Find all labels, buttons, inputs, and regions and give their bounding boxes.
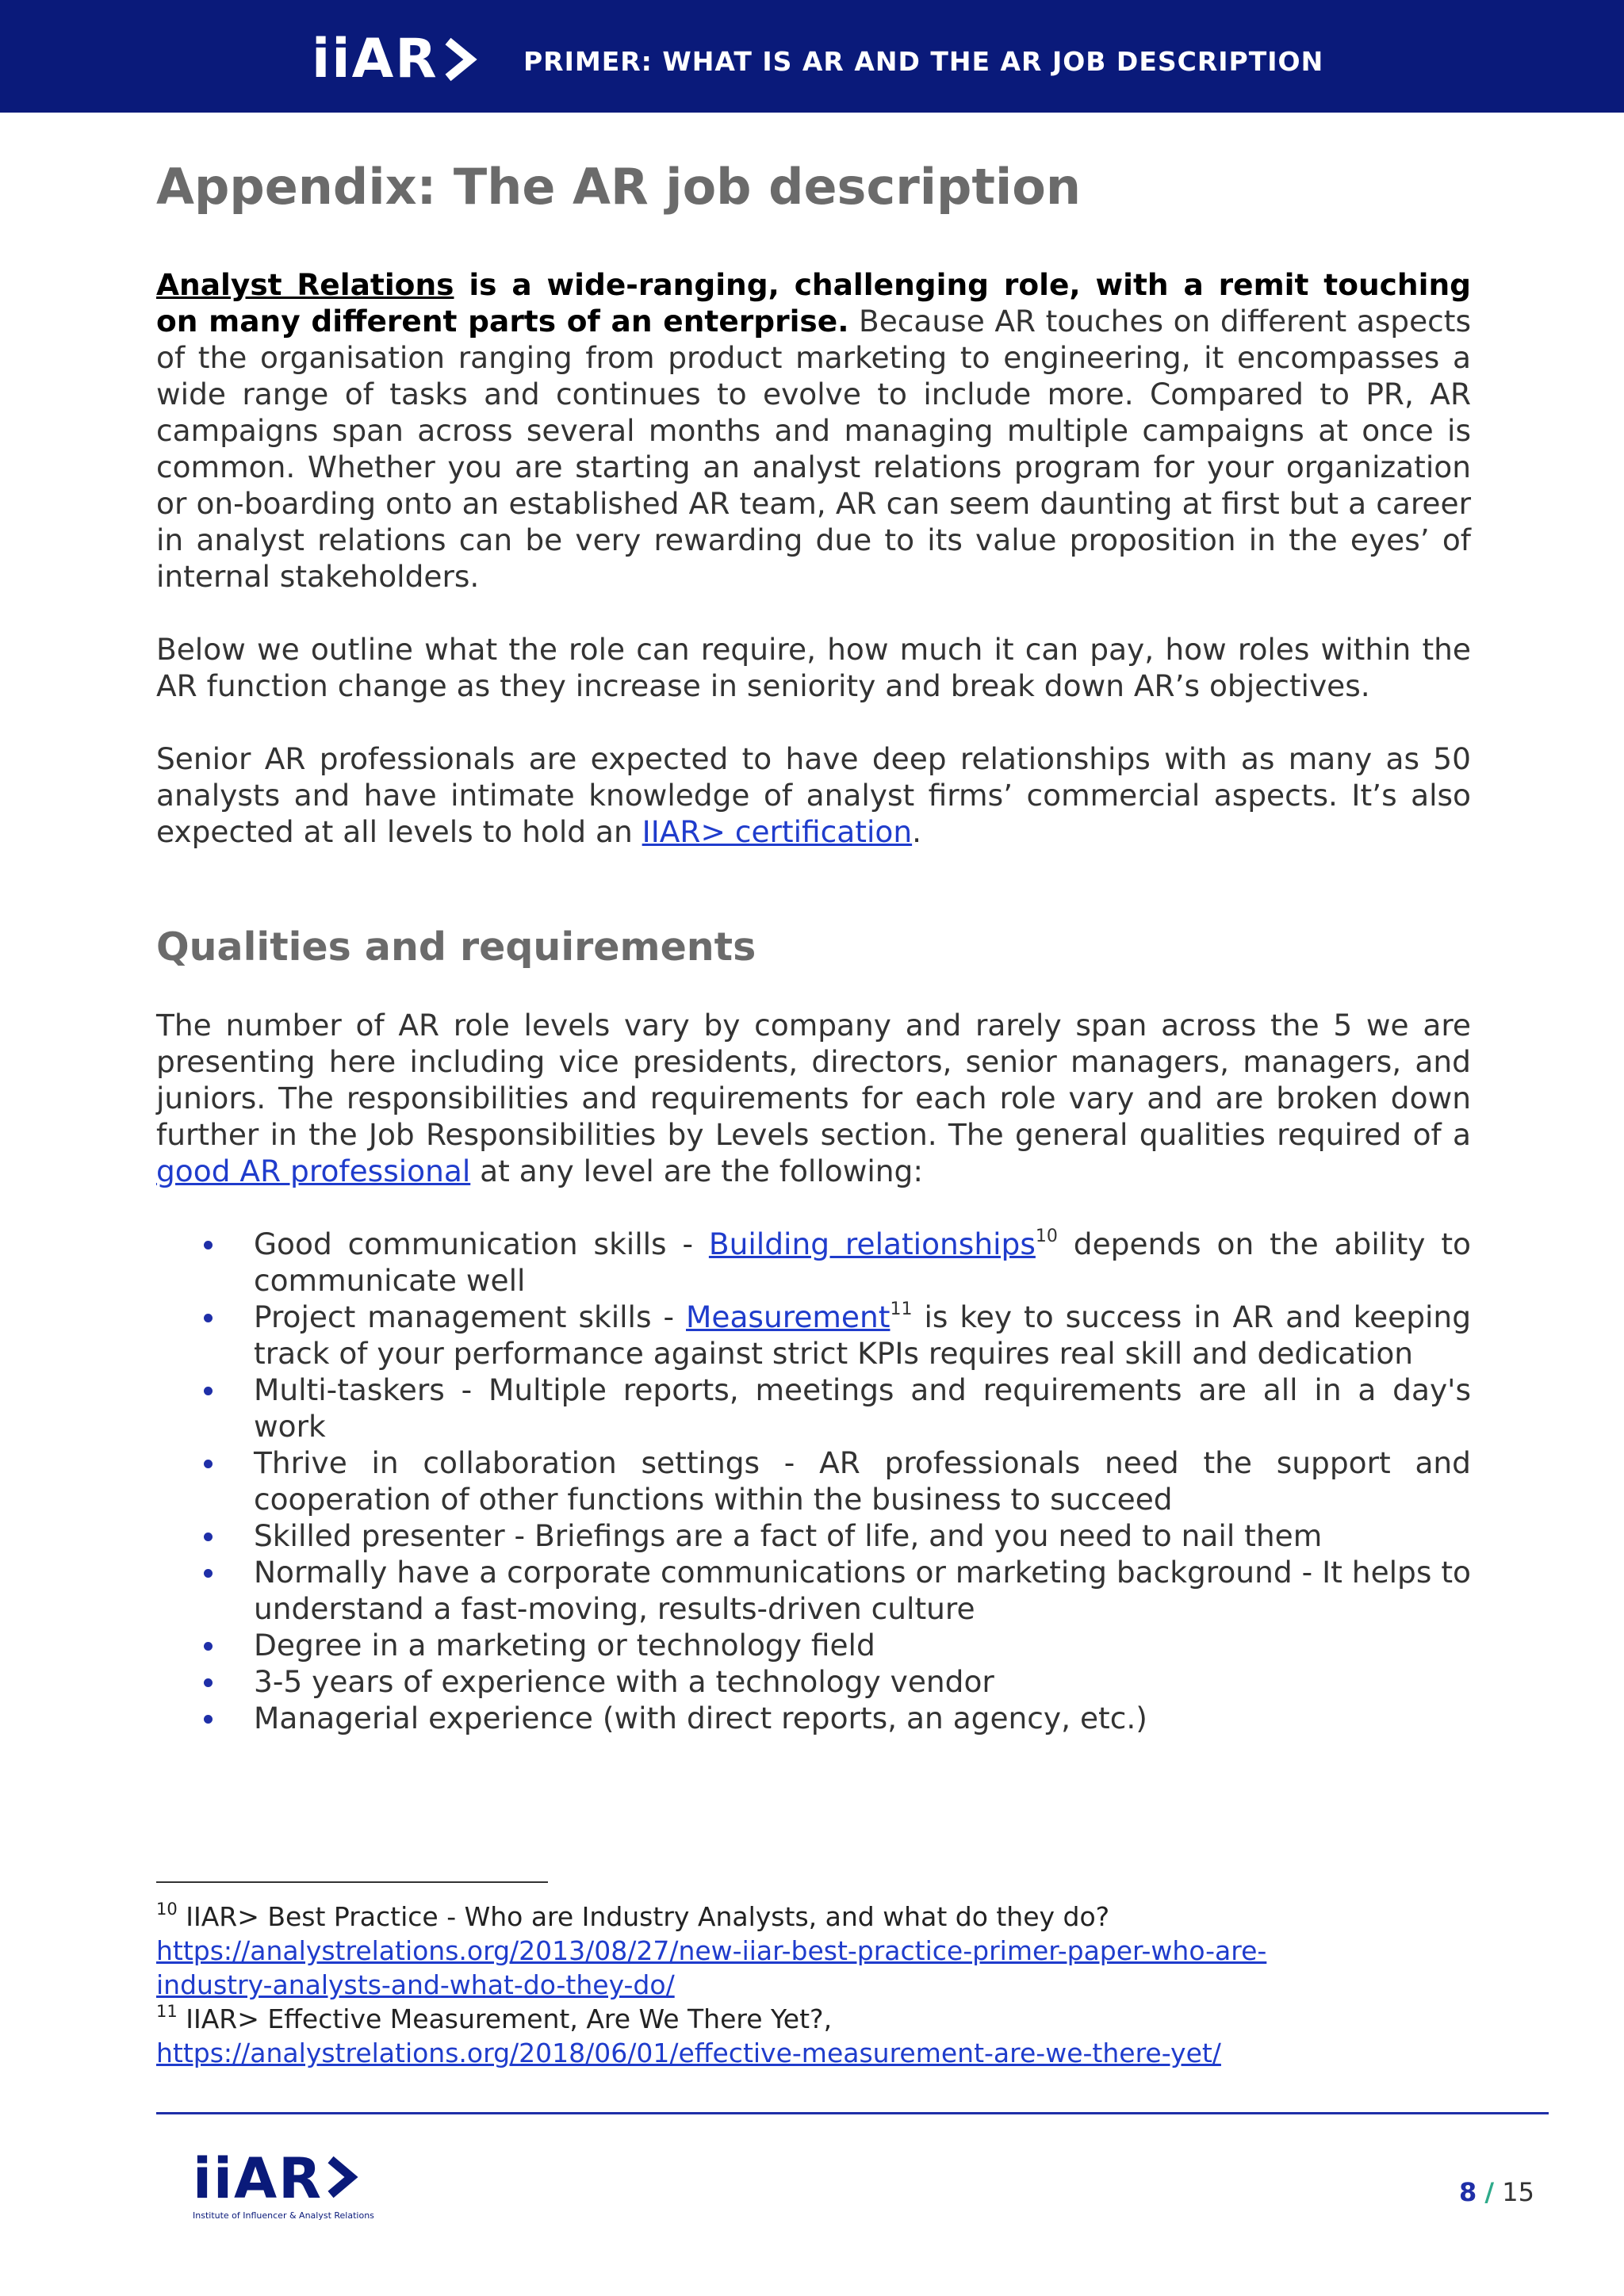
list-item-text: Skilled presenter - Briefings are a fact of life, and you need to nail them: [254, 1518, 1323, 1553]
footer-logo: [193, 2146, 391, 2221]
footnote-10-url-cont: [156, 1968, 1504, 2002]
header-title: PRIMER: WHAT IS AR AND THE AR JOB DESCRIPTION: [523, 46, 1324, 77]
footnote-ref[interactable]: 11: [890, 1299, 913, 1319]
footnote-10: [156, 1900, 1504, 1934]
header-logo-text: iiAR: [312, 28, 439, 90]
list-item-text: Good communication skills -: [254, 1226, 709, 1261]
list-item-text: 3-5 years of experience with a technology vendor: [254, 1664, 994, 1699]
qualities-end: at any level are the following:: [470, 1154, 923, 1188]
footnote-divider: [156, 1881, 548, 1883]
bullet-icon: [204, 1678, 213, 1687]
footnote-text: IIAR> Effective Measurement, Are We There Yet?,: [177, 2003, 833, 2034]
list-item-text: Normally have a corporate communications or marketing background - It helps to understand a fast-moving, results-driven culture: [254, 1555, 1471, 1626]
list-item-text: Multi-taskers - Multiple reports, meetings and requirements are all in a day's work: [254, 1372, 1471, 1444]
header-band: [0, 0, 1624, 113]
footer-logo-text: iiAR: [193, 2146, 324, 2211]
qualities-paragraph: [156, 1007, 1471, 1189]
bullet-icon: [204, 1387, 213, 1395]
qualities-text: The number of AR role levels vary by company and rarely span across the 5 we are presenting here including vice presidents, directors, senior managers, managers, and juniors. The responsibilities and requirements for each role vary and are broken down further in the Job Responsibilities by Levels section. The general qualities required of a: [156, 1008, 1471, 1152]
list-item-text: Degree in a marketing or technology field: [254, 1628, 875, 1663]
footnote-10-url: [156, 1934, 1504, 1968]
list-item: [156, 1554, 1471, 1627]
list-item: [156, 1517, 1471, 1554]
bullet-icon: [204, 1569, 213, 1578]
list-item-text: Project management skills -: [254, 1299, 687, 1334]
list-item-text: depends on the ability to communicate well: [254, 1226, 1472, 1298]
list-item: [156, 1627, 1471, 1663]
intro-lead-underlined: Analyst Relations: [156, 267, 454, 302]
list-item: [156, 1226, 1471, 1299]
list-item-text: Managerial experience (with direct reports, an agency, etc.): [254, 1701, 1147, 1735]
list-item-text: is key to success in AR and keeping track of your performance against strict KPIs requires real skill and dedication: [254, 1299, 1472, 1371]
senior-paragraph: [156, 740, 1471, 850]
bullet-icon: [204, 1460, 213, 1468]
list-item: [156, 1445, 1471, 1517]
list-item: [156, 1700, 1471, 1736]
footnote-10-link-cont[interactable]: industry-analysts-and-what-do-they-do/: [156, 1969, 675, 2000]
qualities-list: [156, 1226, 1471, 1736]
footer-divider: [156, 2112, 1549, 2114]
building-relationships-link[interactable]: Building relationships: [708, 1226, 1036, 1261]
page-separator: /: [1484, 2177, 1495, 2207]
intro-paragraph: [156, 266, 1471, 595]
list-item-text: Thrive in collaboration settings - AR professionals need the support and cooperation of other functions within the business to succeed: [254, 1445, 1471, 1517]
measurement-link[interactable]: Measurement: [686, 1299, 891, 1334]
bullet-icon: [204, 1533, 213, 1541]
footnote-10-link[interactable]: https://analystrelations.org/2013/08/27/new-iiar-best-practice-primer-paper-who-are-: [156, 1935, 1267, 1966]
footnote-ref[interactable]: 10: [1035, 1226, 1058, 1246]
good-ar-professional-link[interactable]: good AR professional: [156, 1154, 471, 1188]
page-title: Appendix: The AR job description: [156, 158, 1082, 216]
footnote-number: 11: [156, 2002, 178, 2021]
page-current: 8: [1458, 2177, 1477, 2207]
bullet-icon: [204, 1314, 213, 1322]
footnote-11-link[interactable]: https://analystrelations.org/2018/06/01/effective-measurement-are-we-there-yet/: [156, 2038, 1221, 2068]
bullet-icon: [204, 1642, 213, 1651]
certification-link[interactable]: IIAR> certification: [642, 814, 913, 849]
bullet-icon: [204, 1241, 213, 1249]
list-item: [156, 1663, 1471, 1700]
intro-body: Because AR touches on different aspects of the organisation ranging from product marketing to engineering, it encompasses a wide range of tasks and continues to evolve to include more. Compared to PR, AR campaigns span across several months and managing multiple campaigns at once is common. Whether you are starting an analyst relations program for your organization or on-boarding onto an established AR team, AR can seem daunting at first but a career in analyst relations can be very rewarding due to its value proposition in the eyes’ of internal stakeholders.: [156, 304, 1471, 594]
chevron-right-icon: [324, 2150, 359, 2204]
footnotes: [156, 1900, 1504, 2070]
footnote-number: 10: [156, 1900, 178, 1919]
senior-end: .: [912, 814, 922, 849]
footnote-11-url: [156, 2036, 1504, 2070]
chevron-right-icon: [442, 32, 478, 87]
list-item: [156, 1299, 1471, 1372]
footer-logo-subtitle: Institute of Influencer & Analyst Relations: [193, 2210, 374, 2221]
footnote-11: [156, 2002, 1504, 2036]
page-total: 15: [1502, 2177, 1534, 2207]
header-logo[interactable]: [312, 28, 478, 90]
senior-text: Senior AR professionals are expected to have deep relationships with as many as 50 analysts and have intimate knowledge of analyst firms’ commercial aspects. It’s also expected at all levels to hold an: [156, 741, 1471, 849]
footer-logo-mark: [193, 2146, 391, 2211]
intro-lead-bold: is a wide-ranging, challenging role, with a remit touching on many different parts of an enterprise.: [156, 267, 1472, 339]
bullet-icon: [204, 1715, 213, 1724]
page-number: [1411, 2176, 1534, 2208]
outline-paragraph: Below we outline what the role can require, how much it can pay, how roles within the AR function change as they increase in seniority and break down AR’s objectives.: [156, 632, 1471, 703]
list-item: [156, 1372, 1471, 1445]
section-heading-qualities: Qualities and requirements: [156, 924, 756, 970]
footnote-text: IIAR> Best Practice - Who are Industry Analysts, and what do they do?: [177, 1901, 1110, 1932]
